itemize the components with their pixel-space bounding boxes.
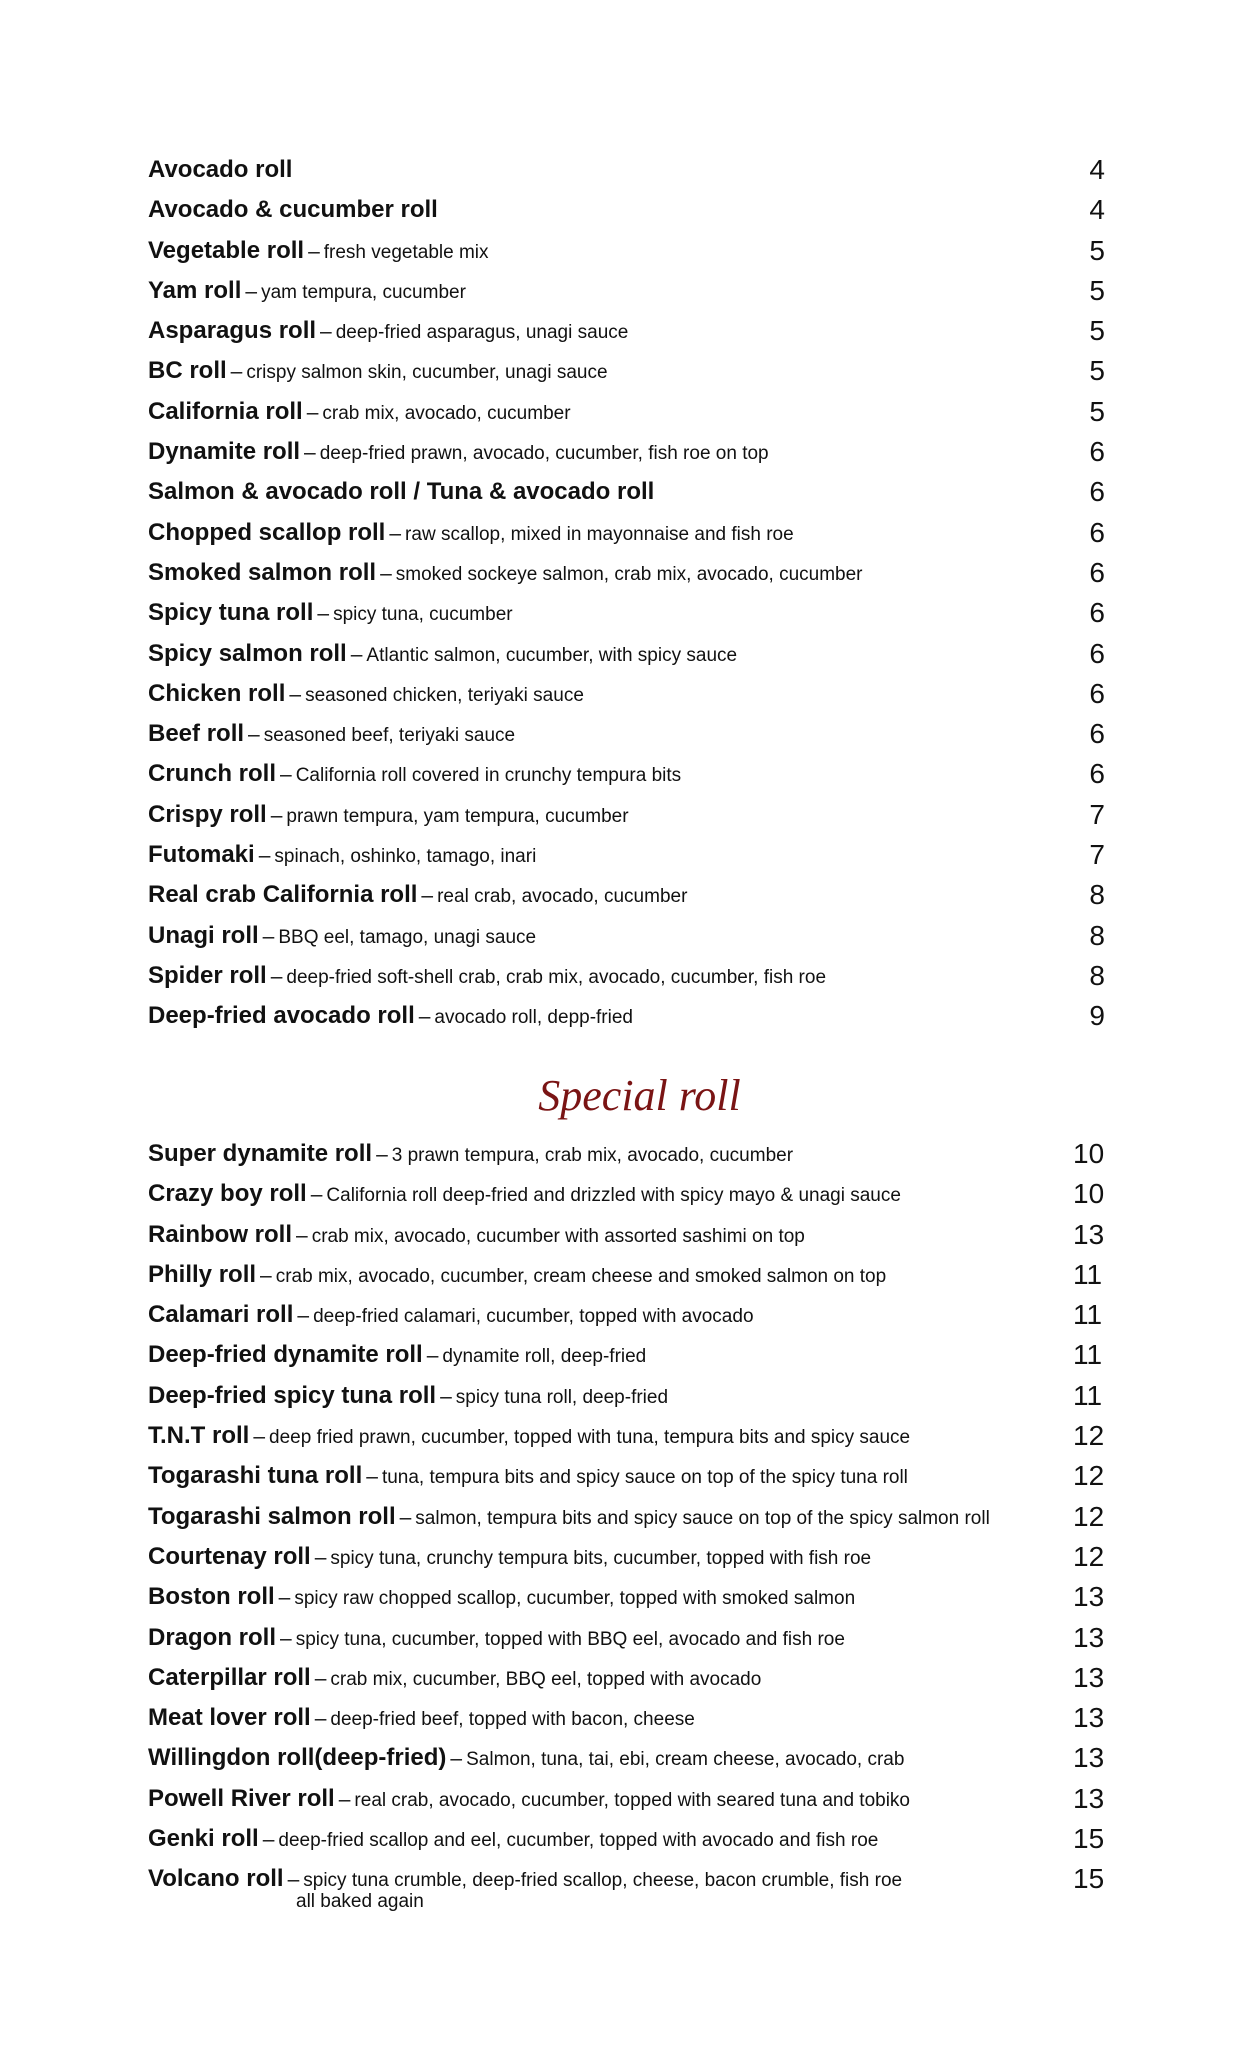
menu-item — [148, 351, 1113, 391]
item-name: Avocado & cucumber roll — [148, 196, 438, 224]
item-name: Genki roll — [148, 1825, 259, 1853]
item-description: spicy tuna crumble, deep-fried scallop, cheese, bacon crumble, fish roe — [303, 1870, 903, 1892]
item-name: Smoked salmon roll — [148, 558, 377, 586]
item-dash: – — [317, 602, 330, 626]
item-price: 6 — [1089, 718, 1105, 750]
item-description: prawn tempura, yam tempura, cucumber — [286, 805, 629, 827]
item-price: 4 — [1089, 194, 1105, 226]
item-description: deep-fried prawn, avocado, cucumber, fish roe on top — [319, 443, 769, 465]
item-dash: – — [304, 441, 316, 465]
menu-item — [148, 1497, 1113, 1537]
item-price: 13 — [1073, 1702, 1105, 1734]
menu-item — [148, 1859, 1113, 1913]
basic-roll-list — [148, 150, 1113, 1037]
item-dash: – — [418, 1005, 431, 1029]
item-name: Deep-fried dynamite roll — [148, 1341, 423, 1369]
item-price: 6 — [1089, 556, 1105, 588]
menu-item — [148, 231, 1113, 271]
menu-item — [148, 432, 1113, 472]
item-name: Chicken roll — [148, 679, 286, 707]
item-description: crispy salmon skin, cucumber, unagi sauce — [246, 362, 608, 384]
item-dash: – — [245, 279, 258, 303]
item-description: raw scallop, mixed in mayonnaise and fish roe — [405, 523, 794, 545]
item-dash: – — [270, 964, 283, 988]
item-price: 10 — [1073, 1138, 1105, 1169]
menu-item — [148, 754, 1113, 794]
item-name: Dragon roll — [148, 1623, 277, 1651]
item-dash: – — [306, 400, 319, 424]
item-price: 11 — [1073, 1379, 1103, 1411]
item-name: Rainbow roll — [148, 1220, 292, 1248]
item-dash: – — [314, 1707, 327, 1731]
item-price: 8 — [1089, 919, 1105, 951]
item-price: 9 — [1089, 1000, 1105, 1032]
item-description: yam tempura, cucumber — [261, 281, 466, 303]
item-dash: – — [426, 1344, 439, 1368]
item-price: 6 — [1089, 476, 1105, 508]
item-name: Yam roll — [148, 276, 242, 304]
item-price: 11 — [1073, 1258, 1103, 1290]
item-name: Deep-fried avocado roll — [148, 1002, 415, 1030]
menu-item — [148, 1215, 1113, 1255]
item-price: 13 — [1073, 1621, 1105, 1653]
menu-item — [148, 311, 1113, 351]
item-name: Super dynamite roll — [148, 1140, 373, 1167]
item-dash: – — [230, 360, 243, 384]
item-price: 13 — [1073, 1661, 1105, 1693]
item-description: spicy tuna, crunchy tempura bits, cucumber, topped with fish roe — [330, 1547, 872, 1569]
item-description: deep-fried scallop and eel, cucumber, topped with avocado and fish roe — [278, 1830, 879, 1852]
menu-item — [148, 1255, 1113, 1295]
item-name: Caterpillar roll — [148, 1663, 311, 1691]
item-name: Spicy salmon roll — [148, 639, 347, 667]
item-description: seasoned beef, teriyaki sauce — [263, 725, 516, 747]
menu-item — [148, 634, 1113, 674]
item-description: Atlantic salmon, cucumber, with spicy sauce — [366, 644, 738, 666]
item-description: seasoned chicken, teriyaki sauce — [305, 684, 584, 706]
item-dash: – — [262, 924, 275, 948]
menu-item — [148, 1335, 1113, 1375]
item-description: deep-fried calamari, cucumber, topped with avocado — [313, 1306, 754, 1328]
item-name: Real crab California roll — [148, 881, 418, 909]
item-name: Calamari roll — [148, 1301, 294, 1329]
item-price: 5 — [1089, 395, 1105, 427]
item-description: crab mix, avocado, cucumber, cream cheese and smoked salmon on top — [275, 1265, 887, 1287]
menu-item — [148, 835, 1113, 875]
menu-item — [148, 714, 1113, 754]
item-description: real crab, avocado, cucumber — [437, 886, 688, 908]
item-description: deep-fried soft-shell crab, crab mix, avocado, cucumber, fish roe — [286, 966, 827, 988]
menu-item — [148, 1698, 1113, 1738]
item-name: Boston roll — [148, 1583, 275, 1611]
item-price: 5 — [1089, 274, 1105, 306]
item-name: Vegetable roll — [148, 236, 305, 264]
item-description: avocado roll, depp-fried — [434, 1007, 633, 1029]
item-description: spicy tuna, cucumber — [333, 604, 513, 626]
item-name: Avocado roll — [148, 156, 293, 183]
menu-item — [148, 1779, 1113, 1819]
item-description: dynamite roll, deep-fried — [442, 1346, 647, 1368]
item-description: crab mix, avocado, cucumber with assorted sashimi on top — [311, 1225, 805, 1247]
item-price: 13 — [1073, 1218, 1105, 1250]
item-name: Salmon & avocado roll / Tuna & avocado roll — [148, 478, 655, 506]
item-price: 12 — [1073, 1500, 1105, 1532]
item-price: 11 — [1073, 1299, 1103, 1331]
item-price: 5 — [1089, 355, 1105, 387]
item-dash: – — [320, 320, 332, 344]
item-price: 8 — [1089, 879, 1105, 911]
menu-item — [148, 916, 1113, 956]
menu-item — [148, 1658, 1113, 1698]
item-price: 15 — [1073, 1863, 1105, 1895]
item-dash: – — [366, 1465, 378, 1489]
item-dash: – — [440, 1384, 452, 1408]
item-price: 11 — [1073, 1339, 1103, 1371]
item-description: spicy tuna roll, deep-fried — [455, 1386, 669, 1408]
item-name: Crispy roll — [148, 800, 267, 828]
item-description: salmon, tempura bits and spicy sauce on top of the spicy salmon roll — [415, 1507, 990, 1529]
item-description: California roll covered in crunchy tempura bits — [295, 765, 682, 787]
special-roll-heading: Special roll — [538, 1071, 741, 1120]
menu-item — [148, 513, 1113, 553]
menu-item — [148, 1537, 1113, 1577]
item-price: 4 — [1089, 154, 1105, 185]
item-dash: – — [280, 1626, 292, 1650]
menu-item — [148, 996, 1113, 1036]
item-description: BBQ eel, tamago, unagi sauce — [278, 926, 537, 948]
item-name: Togarashi salmon roll — [148, 1502, 396, 1530]
item-dash: – — [280, 763, 292, 787]
item-dash: – — [270, 803, 283, 827]
menu-item — [148, 1577, 1113, 1617]
item-name: Beef roll — [148, 720, 245, 748]
item-description: crab mix, cucumber, BBQ eel, topped with avocado — [330, 1668, 762, 1690]
item-description: 3 prawn tempura, crab mix, avocado, cucumber — [391, 1145, 794, 1166]
item-price: 6 — [1089, 758, 1105, 790]
item-dash: – — [450, 1747, 463, 1771]
item-name: Philly roll — [148, 1260, 257, 1288]
menu-item — [148, 150, 1113, 190]
item-name: Volcano roll — [148, 1865, 284, 1893]
item-dash: – — [296, 1223, 308, 1247]
item-name: Spider roll — [148, 961, 267, 989]
menu-item — [148, 1738, 1113, 1778]
item-price: 12 — [1073, 1420, 1105, 1452]
item-dash: – — [262, 1828, 275, 1852]
menu-item — [148, 875, 1113, 915]
item-name: Unagi roll — [148, 921, 259, 949]
item-dash: – — [278, 1586, 291, 1610]
item-description: real crab, avocado, cucumber, topped with seared tuna and tobiko — [354, 1789, 910, 1811]
item-dash: – — [308, 239, 320, 263]
menu-item — [148, 956, 1113, 996]
item-dash: – — [289, 682, 302, 706]
item-description: crab mix, avocado, cucumber — [322, 402, 571, 424]
item-price: 6 — [1089, 516, 1105, 548]
item-name: Chopped scallop roll — [148, 518, 386, 546]
item-dash: – — [399, 1505, 412, 1529]
menu-item — [148, 1819, 1113, 1859]
item-description: spicy tuna, cucumber, topped with BBQ eel, avocado and fish roe — [295, 1628, 845, 1650]
menu-item — [148, 392, 1113, 432]
item-price: 6 — [1089, 677, 1105, 709]
item-dash: – — [314, 1666, 327, 1690]
item-price: 12 — [1073, 1460, 1105, 1492]
item-dash: – — [314, 1545, 327, 1569]
item-name: Futomaki — [148, 841, 255, 869]
item-name: Deep-fried spicy tuna roll — [148, 1381, 437, 1409]
item-dash: – — [260, 1263, 272, 1287]
item-name: Crazy boy roll — [148, 1180, 307, 1208]
item-price: 6 — [1089, 637, 1105, 669]
menu-item — [148, 1376, 1113, 1416]
menu-item — [148, 593, 1113, 633]
item-name: Togarashi tuna roll — [148, 1462, 363, 1490]
item-description: tuna, tempura bits and spicy sauce on top of the spicy tuna roll — [381, 1467, 908, 1489]
item-name: Courtenay roll — [148, 1542, 311, 1570]
item-description: Salmon, tuna, tai, ebi, cream cheese, avocado, crab — [466, 1749, 905, 1771]
item-dash: – — [287, 1868, 300, 1892]
item-description: fresh vegetable mix — [323, 241, 489, 263]
item-name: Spicy tuna roll — [148, 599, 314, 627]
item-description: smoked sockeye salmon, crab mix, avocado, cucumber — [395, 563, 863, 585]
item-price: 5 — [1089, 315, 1105, 347]
item-name: Meat lover roll — [148, 1704, 311, 1732]
item-dash: – — [253, 1425, 266, 1449]
item-name: BC roll — [148, 357, 227, 385]
item-dash: – — [350, 642, 363, 666]
item-dash: – — [310, 1183, 323, 1207]
item-price: 8 — [1089, 959, 1105, 991]
menu-item — [148, 271, 1113, 311]
item-price: 12 — [1073, 1540, 1105, 1572]
item-description: deep-fried beef, topped with bacon, cheese — [330, 1709, 695, 1731]
item-price: 5 — [1089, 234, 1105, 266]
item-price: 7 — [1089, 798, 1105, 830]
menu-item — [148, 1416, 1113, 1456]
item-description-continued: all baked again — [296, 1891, 424, 1913]
menu-item — [148, 674, 1113, 714]
item-dash: – — [389, 521, 402, 545]
item-dash: – — [380, 561, 392, 585]
item-description: deep-fried asparagus, unagi sauce — [335, 322, 629, 344]
item-dash: – — [376, 1143, 388, 1166]
item-dash: – — [421, 884, 434, 908]
item-dash: – — [297, 1304, 310, 1328]
menu-item — [148, 190, 1113, 230]
item-name: California roll — [148, 397, 303, 425]
item-name: Powell River roll — [148, 1784, 335, 1812]
menu-item — [148, 1174, 1113, 1214]
menu-item — [148, 1134, 1113, 1174]
item-name: Crunch roll — [148, 760, 277, 788]
menu-item — [148, 1618, 1113, 1658]
menu-item — [148, 1456, 1113, 1496]
item-price: 6 — [1089, 436, 1105, 468]
item-price: 13 — [1073, 1782, 1105, 1814]
item-description: California roll deep-fried and drizzled with spicy mayo & unagi sauce — [326, 1185, 901, 1207]
item-description: spicy raw chopped scallop, cucumber, topped with smoked salmon — [294, 1588, 856, 1610]
item-price: 6 — [1089, 597, 1105, 629]
item-name: T.N.T roll — [148, 1422, 250, 1450]
item-description: spinach, oshinko, tamago, inari — [274, 846, 537, 868]
item-dash: – — [338, 1787, 351, 1811]
item-price: 10 — [1073, 1178, 1105, 1210]
item-dash: – — [258, 844, 271, 868]
menu-item — [148, 1295, 1113, 1335]
item-dash: – — [248, 723, 260, 747]
special-roll-list — [148, 1134, 1113, 1913]
menu-item — [148, 553, 1113, 593]
item-price: 13 — [1073, 1742, 1105, 1774]
item-price: 7 — [1089, 839, 1105, 871]
item-name: Willingdon roll(deep-fried) — [148, 1744, 447, 1772]
item-price: 15 — [1073, 1823, 1105, 1855]
item-name: Dynamite roll — [148, 438, 301, 466]
item-name: Asparagus roll — [148, 317, 317, 345]
item-description: deep fried prawn, cucumber, topped with tuna, tempura bits and spicy sauce — [269, 1427, 911, 1449]
item-price: 13 — [1073, 1581, 1105, 1613]
menu-item — [148, 472, 1113, 512]
menu-item — [148, 795, 1113, 835]
